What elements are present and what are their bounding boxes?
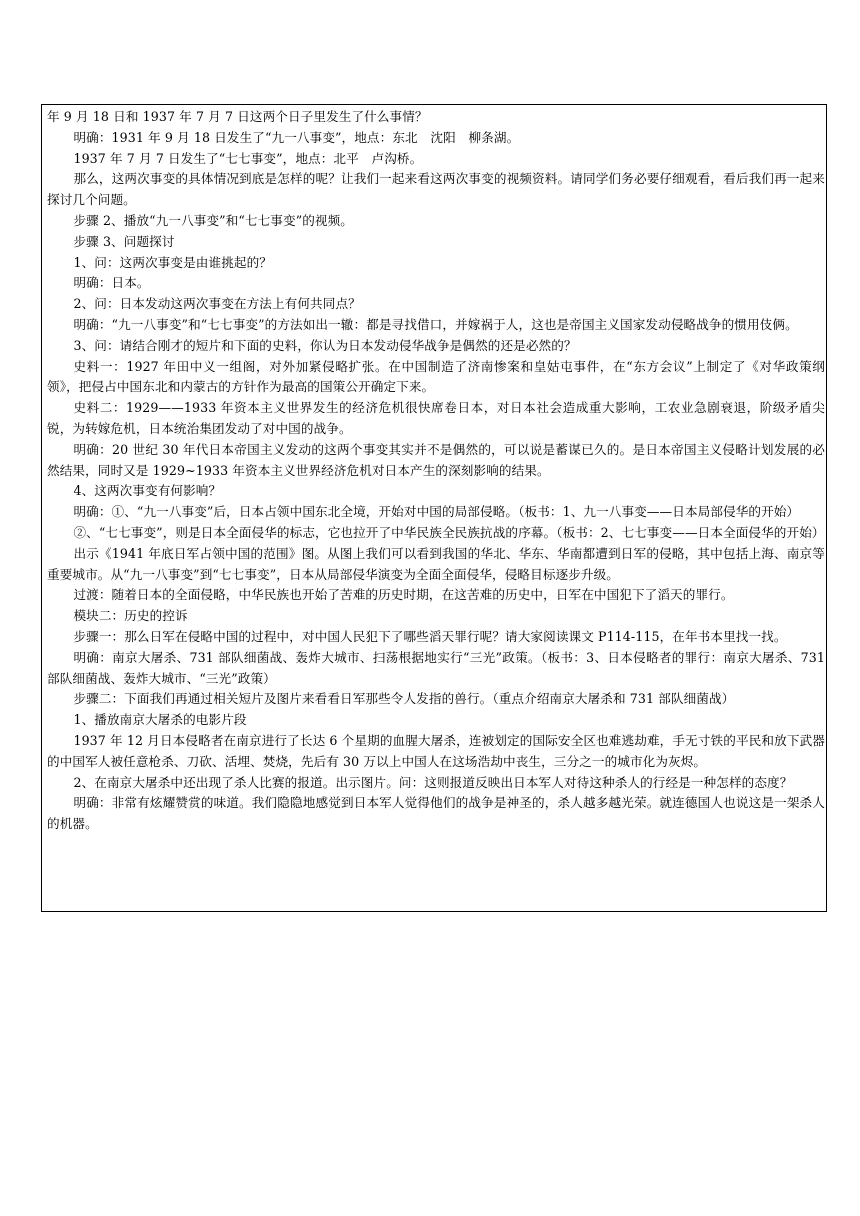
paragraph: 步骤二：下面我们再通过相关短片及图片来看看日军那些令人发指的兽行。（重点介绍南京大屠杀和 731 部队细菌战）: [73, 691, 735, 707]
paragraph: 史料二：1929——1933 年资本主义世界发生的经济危机很快席卷日本，对日本社会造成重大影响，工农业急剧衰退，阶级矛盾尖锐，为转嫁危机，日本统治集团发动了对中国的战争。: [47, 400, 825, 436]
paragraph: 1937 年 12 月日本侵略者在南京进行了长达 6 个星期的血腥大屠杀，连被划定的国际安全区也难逃劫难，手无寸铁的平民和放下武器的中国军人被任意枪杀、刀砍、活埋、焚烧，先后有 30 万以上中国人在这场浩劫中丧生，三分之一的城市化为灰烬。: [47, 732, 825, 769]
paragraph: 出示《1941 年底日军占领中国的范围》图。从图上我们可以看到我国的华北、华东、华南都遭到日军的侵略，其中包括上海、南京等重要城市。从“九一八事变”到“七七事变”，日本从局部侵华演变为全面全面侵华，侵略目标逐步升级。: [47, 545, 825, 582]
paragraph: 明确：南京大屠杀、731 部队细菌战、轰炸大城市、扫荡根据地实行“三光”政策。（板书：3、日本侵略者的罪行：南京大屠杀、731 部队细菌战、轰炸大城市、“三光”政策）: [47, 649, 825, 686]
paragraph: 步骤 3、问题探讨: [73, 233, 175, 249]
paragraph: 明确：①、“九一八事变”后，日本占领中国东北全境，开始对中国的局部侵略。（板书：1、九一八事变——日本局部侵华的开始）: [73, 504, 800, 520]
lesson-text: [47, 107, 825, 835]
paragraph: 明确：“九一八事变”和“七七事变”的方法如出一辙：都是寻找借口，并嫁祸于人，这也是帝国主义国家发动侵略战争的惯用伎俩。: [73, 316, 798, 332]
paragraph: 明确：1931 年 9 月 18 日发生了“九一八事变”，地点：东北 沈阳 柳条湖。: [73, 129, 520, 145]
paragraph: 模块二：历史的控诉: [73, 608, 188, 624]
paragraph: 2、问：日本发动这两次事变在方法上有何共同点？: [73, 296, 361, 312]
paragraph: ②、“七七事变”，则是日本全面侵华的标志，它也拉开了中华民族全民族抗战的序幕。（板书：2、七七事变——日本全面侵华的开始）: [73, 524, 825, 540]
paragraph: 年 9 月 18 日和 1937 年 7 月 7 日这两个日子里发生了什么事情？: [47, 109, 428, 124]
paragraph: 明确：20 世纪 30 年代日本帝国主义发动的这两个事变其实并不是偶然的，可以说是蓄谋已久的。是日本帝国主义侵略计划发展的必然结果，同时又是 1929~1933 年资本主义世界经济危机对日本产生的深刻影响的结果。: [47, 441, 825, 478]
paragraph: 史料一：1927 年田中义一组阁，对外加紧侵略扩张。在中国制造了济南惨案和皇姑屯事件，在“东方会议”上制定了《对华政策纲领》，把侵占中国东北和内蒙古的方针作为最高的国策公开确定下来。: [47, 358, 825, 395]
paragraph: 明确：非常有炫耀赞赏的味道。我们隐隐地感觉到日本军人觉得他们的战争是神圣的，杀人越多越光荣。就连德国人也说这是一架杀人的机器。: [47, 795, 825, 832]
paragraph: 明确：日本。: [73, 275, 150, 291]
paragraph: 那么，这两次事变的具体情况到底是怎样的呢？让我们一起来看这两次事变的视频资料。请同学们务必要仔细观看，看后我们再一起来探讨几个问题。: [47, 171, 825, 208]
paragraph: 1、问：这两次事变是由谁挑起的？: [73, 254, 272, 270]
paragraph: 过渡：随着日本的全面侵略，中华民族也开始了苦难的历史时期，在这苦难的历史中，日军在中国犯下了滔天的罪行。: [73, 587, 734, 603]
paragraph: 4、这两次事变有何影响？: [73, 483, 222, 499]
paragraph: 步骤 2、播放“九一八事变”和“七七事变”的视频。: [73, 212, 354, 228]
paragraph: 步骤一：那么日军在侵略中国的过程中，对中国人民犯下了哪些滔天罪行呢？请大家阅读课文 P114-115，在年书本里找一找。: [73, 628, 787, 644]
paragraph: 3、问：请结合刚才的短片和下面的史料，你认为日本发动侵华战争是偶然的还是必然的？: [73, 337, 577, 353]
paragraph: 2、在南京大屠杀中还出现了杀人比赛的报道。出示图片。问：这则报道反映出日本军人对待这种杀人的行经是一种怎样的态度？: [73, 774, 793, 790]
paragraph: 1937 年 7 月 7 日发生了“七七事变”，地点：北平 卢沟桥。: [73, 150, 423, 166]
paragraph: 1、播放南京大屠杀的电影片段: [73, 712, 247, 728]
